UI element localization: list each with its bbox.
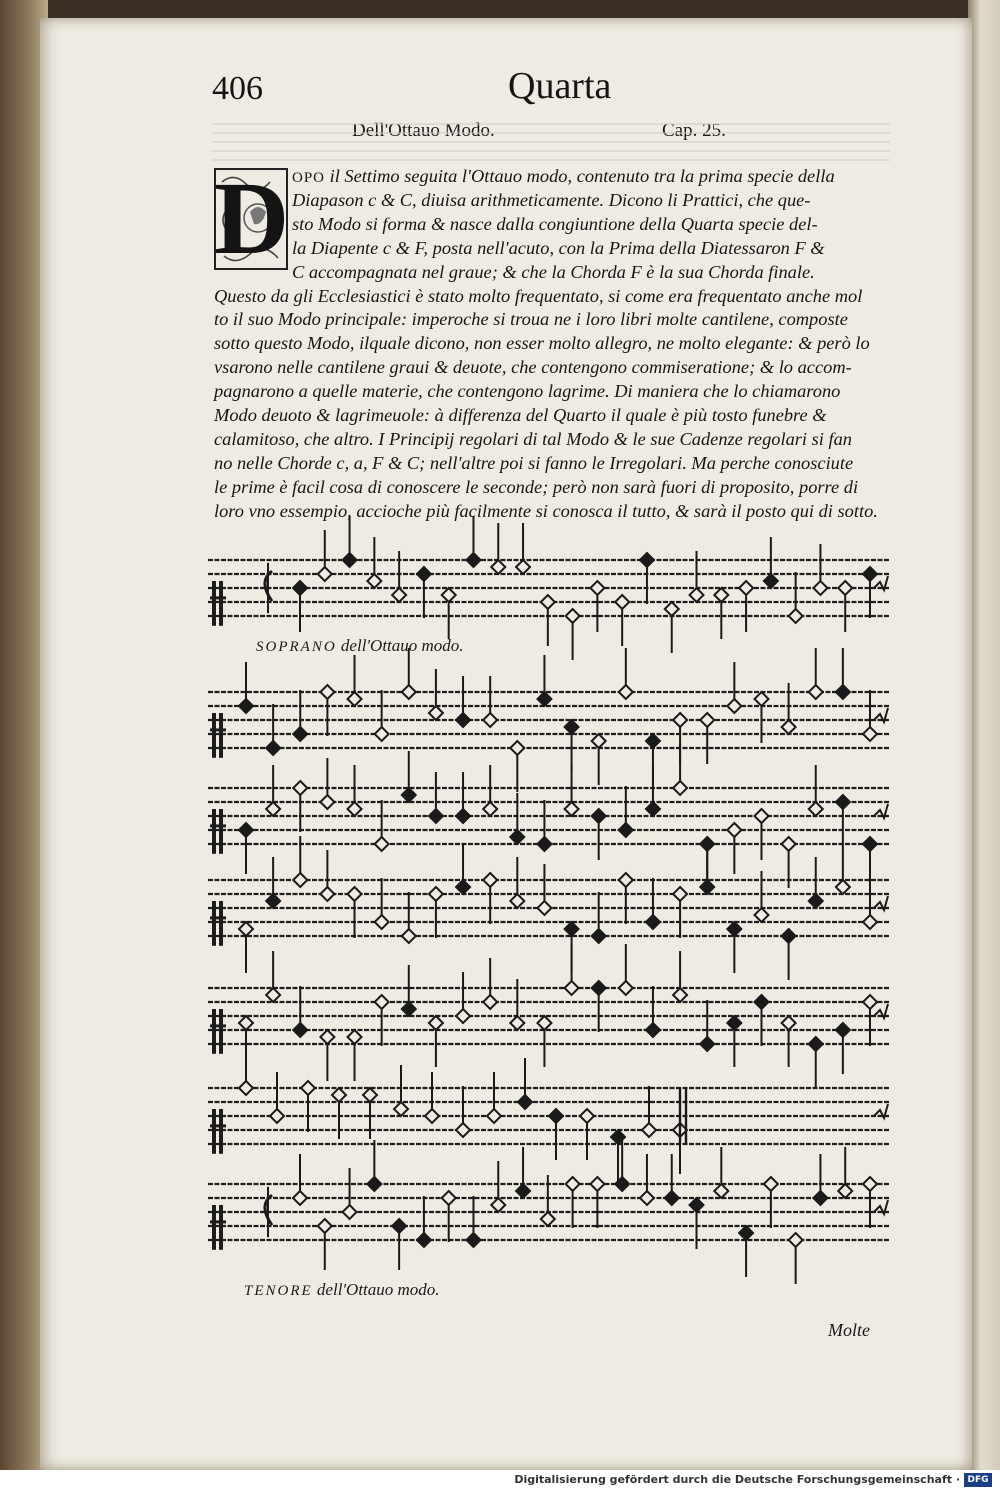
body-text-run: sotto questo Modo, ilquale dicono, non esser molto allegro, ne molto elegante: & però lo (214, 333, 870, 354)
clef-icon (210, 916, 226, 919)
note-head (239, 699, 253, 713)
soprano-label-name: SOPRANO (256, 639, 337, 655)
chapter-number: Cap. 25. (662, 120, 726, 141)
body-text-run: Modo deuoto & lagrimeuole: à differenza del Quarto il quale è più tosto funebre & (214, 405, 827, 425)
note-head (510, 741, 524, 755)
note-head (456, 1123, 470, 1137)
clef-icon (212, 1009, 216, 1054)
note-head (541, 595, 555, 609)
note-head (566, 1177, 580, 1191)
note-head (293, 1023, 307, 1037)
body-text-run: calamitoso, che altro. I Principij regolari di tal Modo & le sue Cadenze regolari si fan (214, 428, 852, 449)
note-head (417, 567, 431, 581)
note-head (727, 922, 741, 936)
body-text-run: vsarono nelle cantilene graui & deuote, che contengono commiseratione; & lo accom- (214, 357, 852, 378)
note-head (293, 873, 307, 887)
note-head (442, 1191, 456, 1205)
note-head (690, 588, 704, 602)
note-head (764, 574, 778, 588)
note-head (700, 1037, 714, 1051)
note-head (510, 830, 524, 844)
clef-icon (210, 824, 226, 827)
note-head (487, 1109, 501, 1123)
note-head (754, 995, 768, 1009)
footer-bar (0, 1470, 1000, 1490)
note-head (789, 1233, 803, 1247)
note-head (456, 1009, 470, 1023)
body-text-run: C accompagnata nel graue; & che la Chorda F è la sua Chorda finale. (292, 261, 815, 282)
note-head (592, 981, 606, 995)
body-text-run: la Diapente c & F, posta nell'acuto, con la Prima della Diatessaron F & (292, 237, 825, 258)
note-head (754, 809, 768, 823)
note-head (619, 981, 633, 995)
clef-icon (212, 809, 216, 854)
note-head (537, 837, 551, 851)
soprano-label (256, 636, 464, 656)
note-head (343, 1205, 357, 1219)
note-head (429, 887, 443, 901)
note-head (429, 706, 443, 720)
note-head (402, 788, 416, 802)
note-head (541, 1212, 555, 1226)
footer-credit: Digitalisierung gefördert durch die Deutsche Forschungsgemeinschaft · (514, 1473, 960, 1486)
note-head (665, 1191, 679, 1205)
clef-icon (219, 581, 223, 626)
note-head (293, 727, 307, 741)
note-head (293, 581, 307, 595)
clef-icon (210, 596, 226, 599)
note-head (483, 802, 497, 816)
note-head (491, 560, 505, 574)
note-head (782, 837, 796, 851)
note-head (813, 581, 827, 595)
note-head (809, 802, 823, 816)
note-head (549, 1109, 563, 1123)
note-head (863, 1177, 877, 1191)
note-head (592, 734, 606, 748)
note-head (838, 581, 852, 595)
note-head (456, 880, 470, 894)
note-head (239, 823, 253, 837)
note-head (863, 727, 877, 741)
note-head (320, 795, 334, 809)
note-head (266, 802, 280, 816)
note-head (646, 802, 660, 816)
note-head (863, 995, 877, 1009)
note-head (510, 1016, 524, 1030)
clef-icon (212, 901, 216, 946)
clef-icon (219, 901, 223, 946)
note-head (320, 685, 334, 699)
note-head (402, 1002, 416, 1016)
note-head (537, 901, 551, 915)
note-head (375, 837, 389, 851)
note-head (836, 1023, 850, 1037)
note-head (836, 795, 850, 809)
clef-icon (219, 1205, 223, 1250)
note-head (809, 685, 823, 699)
clef-icon (219, 1009, 223, 1054)
chapter-title: Dell'Ottauo Modo. (352, 120, 495, 141)
body-text-run: no nelle Chorde c, a, F & C; nell'altre poi si fanno le Irregolari. Ma perche conosciute (214, 452, 854, 473)
body-text-run: il Settimo seguita l'Ottauo modo, contenuto tra la prima specie della (325, 166, 835, 186)
tenore-label-name: TENORE (244, 1283, 313, 1299)
note-head (673, 887, 687, 901)
note-head (813, 1191, 827, 1205)
note-head (483, 873, 497, 887)
note-head (348, 887, 362, 901)
note-head (863, 837, 877, 851)
note-head (565, 922, 579, 936)
note-head (375, 727, 389, 741)
drop-cap-letter: D (214, 161, 290, 276)
note-head (537, 1016, 551, 1030)
note-head (700, 880, 714, 894)
note-head (483, 995, 497, 1009)
body-text-run: loro vno essempio, accioche più facilmente si conosca il tutto, & sarà il posto qui di sotto. (214, 500, 878, 521)
note-head (466, 1233, 480, 1247)
note-head (714, 1184, 728, 1198)
soprano-label-rest: dell'Ottauo modo. (336, 636, 464, 655)
note-head (619, 873, 633, 887)
note-head (590, 1177, 604, 1191)
note-head (566, 609, 580, 623)
note-head (456, 713, 470, 727)
note-head (270, 1109, 284, 1123)
note-head (673, 988, 687, 1002)
note-head (565, 802, 579, 816)
note-head (293, 1191, 307, 1205)
note-head (619, 685, 633, 699)
note-head (727, 1016, 741, 1030)
note-head (239, 922, 253, 936)
note-head (320, 887, 334, 901)
note-head (367, 574, 381, 588)
note-head (417, 1233, 431, 1247)
note-head (266, 894, 280, 908)
note-head (619, 823, 633, 837)
note-head (402, 929, 416, 943)
clef-icon (210, 1024, 226, 1027)
note-head (293, 781, 307, 795)
note-head (429, 809, 443, 823)
note-head (516, 560, 530, 574)
body-text-run: Questo da gli Ecclesiastici è stato molto frequentato, si come era frequentato anche mol (214, 285, 863, 306)
note-head (425, 1109, 439, 1123)
body-text-run: Diapason c & C, diuisa arithmeticamente. Dicono li Prattici, che que- (292, 189, 811, 210)
body-text-run: pagnarono a quelle materie, che contengono lagrime. Di maniera che lo chiamarono (214, 381, 841, 402)
note-head (700, 713, 714, 727)
note-head (516, 1184, 530, 1198)
note-head (646, 1023, 660, 1037)
note-head (739, 1226, 753, 1240)
note-head (782, 929, 796, 943)
note-head (266, 988, 280, 1002)
note-head (537, 692, 551, 706)
running-title: Quarta (508, 65, 612, 107)
note-head (646, 734, 660, 748)
note-head (727, 699, 741, 713)
note-head (782, 1016, 796, 1030)
body-text-smallcaps: OPO (292, 170, 326, 186)
clef-icon (210, 1220, 226, 1223)
note-head (836, 880, 850, 894)
note-head (836, 685, 850, 699)
note-head (394, 1102, 408, 1116)
body-text-run: sto Modo si forma & nasce dalla congiuntione della Quarta specie del- (292, 213, 818, 234)
tenore-label (244, 1280, 440, 1300)
note-head (590, 581, 604, 595)
note-head (640, 553, 654, 567)
note-head (491, 1198, 505, 1212)
note-head (348, 692, 362, 706)
catchword: Molte (828, 1320, 870, 1340)
note-head (592, 929, 606, 943)
note-head (318, 1219, 332, 1233)
note-head (343, 553, 357, 567)
clef-icon (212, 581, 216, 626)
note-head (348, 802, 362, 816)
note-head (266, 741, 280, 755)
note-head (764, 1177, 778, 1191)
page-number: 406 (212, 70, 263, 107)
note-head (809, 1037, 823, 1051)
note-head (863, 567, 877, 581)
note-head (301, 1081, 315, 1095)
note-head (239, 1081, 253, 1095)
note-head (239, 1016, 253, 1030)
body-text-run: le prime è facil cosa di conoscere le seconde; però non sarà fuori di proposito, porre di (214, 476, 859, 497)
clef-icon (212, 713, 216, 758)
body-text-run: to il suo Modo principale: imperoche si troua ne i loro libri molte cantilene, composte (214, 309, 848, 330)
clef-icon (219, 1109, 223, 1154)
note-head (483, 713, 497, 727)
note-head (392, 1219, 406, 1233)
note-head (640, 1191, 654, 1205)
clef-icon (219, 713, 223, 758)
note-head (565, 981, 579, 995)
clef-icon (210, 1124, 226, 1127)
note-head (690, 1198, 704, 1212)
note-head (466, 553, 480, 567)
note-head (375, 915, 389, 929)
note-head (739, 581, 753, 595)
note-head (348, 1030, 362, 1044)
note-head (727, 823, 741, 837)
note-head (318, 567, 332, 581)
note-head (367, 1177, 381, 1191)
note-head (402, 685, 416, 699)
note-head (714, 588, 728, 602)
note-head (565, 720, 579, 734)
note-head (615, 595, 629, 609)
note-head (665, 602, 679, 616)
note-head (863, 915, 877, 929)
note-head (580, 1109, 594, 1123)
note-head (838, 1184, 852, 1198)
note-head (363, 1088, 377, 1102)
clef-icon (212, 1205, 216, 1250)
note-head (673, 781, 687, 795)
clef-icon (219, 809, 223, 854)
clef-icon (212, 1109, 216, 1154)
clef-icon (210, 728, 226, 731)
note-head (442, 588, 456, 602)
note-head (429, 1016, 443, 1030)
note-head (456, 809, 470, 823)
dfg-logo-icon: DFG (964, 1473, 992, 1487)
note-head (754, 908, 768, 922)
note-head (754, 692, 768, 706)
note-head (510, 894, 524, 908)
note-head (809, 894, 823, 908)
note-head (789, 609, 803, 623)
note-head (332, 1088, 346, 1102)
note-head (646, 915, 660, 929)
tenore-label-rest: dell'Ottauo modo. (312, 1280, 440, 1299)
note-head (592, 809, 606, 823)
note-head (518, 1095, 532, 1109)
note-head (375, 995, 389, 1009)
note-head (782, 720, 796, 734)
note-head (392, 588, 406, 602)
note-head (673, 713, 687, 727)
note-head (320, 1030, 334, 1044)
note-head (642, 1123, 656, 1137)
